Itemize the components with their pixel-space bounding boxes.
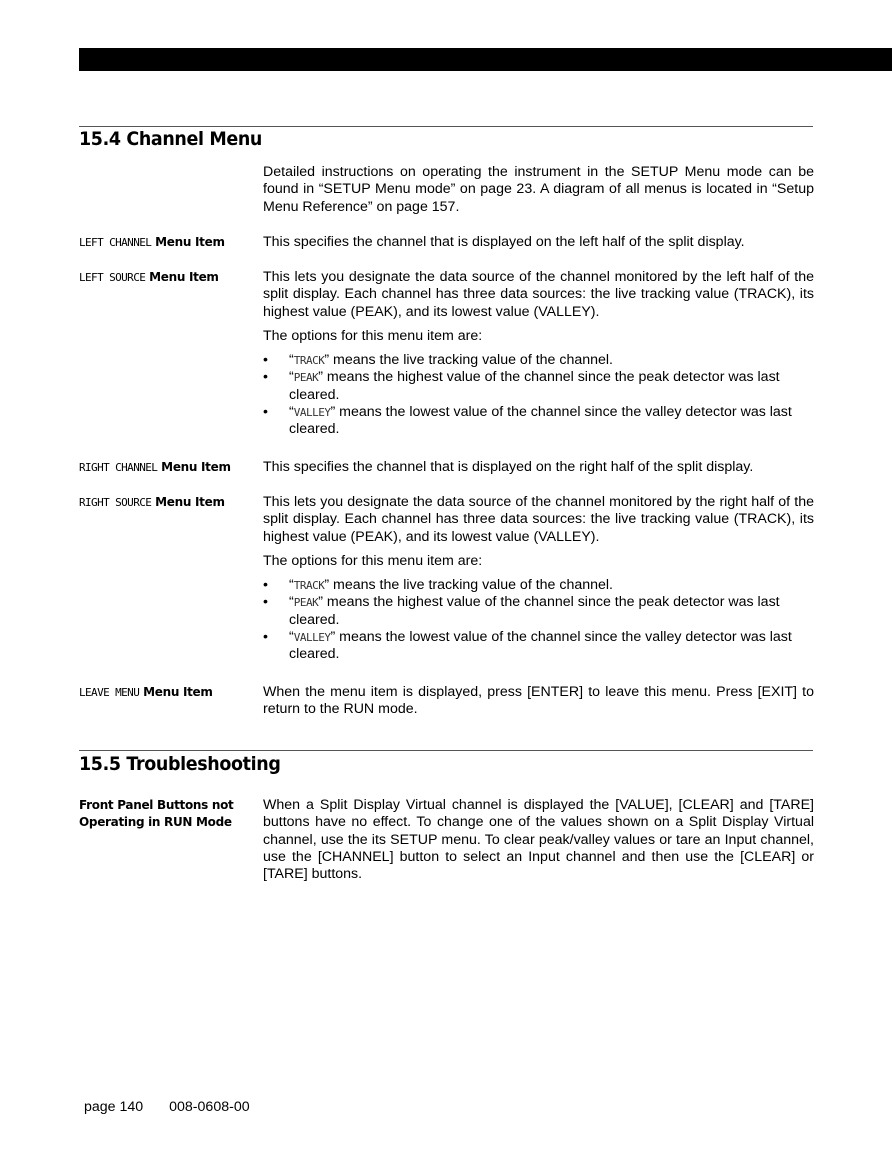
option-keyword: VALLEY: [293, 406, 331, 420]
menu-keyword: RIGHT SOURCE: [79, 496, 152, 509]
bullet: •: [263, 369, 268, 386]
left-channel-label: [79, 234, 259, 251]
troubleshooting-content: [263, 797, 814, 890]
menu-keyword: LEFT SOURCE: [79, 271, 146, 284]
left-channel-content: [263, 234, 814, 258]
menu-item-suffix: Menu Item: [139, 685, 213, 699]
right-source-label: [79, 494, 259, 511]
troubleshooting-description: When a Split Display Virtual channel is displayed the [VALUE], [CLEAR] and [TARE] buttons have no effect. To change one of the values shown on a Split Display Virtual channel, use the its SETUP menu. To clear peak/valley values or tare an Input channel, use the [CHANNEL] button to select an Input channel and then use the [CLEAR] or [TARE] buttons.: [263, 797, 814, 883]
left-source-description: This lets you designate the data source of the channel monitored by the left half of the split display. Each channel has three data sources: the live tracking value (TRACK), its highest value (PEAK), and its lowest value (VALLEY).: [263, 269, 814, 320]
options-intro: The options for this menu item are:: [263, 552, 483, 569]
menu-keyword: RIGHT CHANNEL: [79, 461, 158, 474]
intro-paragraph: Detailed instructions on operating the instrument in the SETUP Menu mode can be found in “SETUP Menu mode” on page 23. A diagram of all menus is located in “Setup Menu Reference” on page 157.: [263, 164, 814, 215]
section-title: 15.5 Troubleshooting: [79, 753, 281, 775]
page-footer: [84, 1099, 272, 1115]
option-keyword: VALLEY: [293, 631, 331, 645]
option-keyword: PEAK: [293, 596, 319, 610]
bullet: •: [263, 577, 268, 594]
header-bar: [79, 48, 892, 71]
label-line: Operating in RUN Mode: [79, 815, 232, 829]
left-channel-description: This specifies the channel that is displayed on the left half of the split display.: [263, 234, 745, 250]
troubleshooting-label: [79, 797, 259, 831]
option-text: ” means the lowest value of the channel since the valley detector was last cleared.: [289, 404, 792, 438]
leave-menu-description: When the menu item is displayed, press [ENTER] to leave this menu. Press [EXIT] to return to the RUN mode.: [263, 684, 814, 718]
open-quote: “: [289, 594, 294, 611]
option-text: ” means the live tracking value of the channel.: [324, 352, 614, 369]
list-item: [263, 369, 814, 404]
list-item: [263, 594, 814, 629]
list-item: [263, 352, 814, 369]
bullet: •: [263, 352, 268, 369]
option-text: ” means the highest value of the channel since the peak detector was last cleared.: [289, 594, 780, 628]
open-quote: “: [289, 352, 294, 369]
section-rule: [79, 126, 813, 127]
list-item: [263, 629, 814, 664]
open-quote: “: [289, 404, 294, 421]
bullet: •: [263, 629, 268, 646]
right-channel-label: [79, 459, 259, 476]
option-text: ” means the lowest value of the channel since the valley detector was last cleared.: [289, 629, 792, 663]
section-rule: [79, 750, 813, 751]
section-title: 15.4 Channel Menu: [79, 128, 262, 150]
label-line: Front Panel Buttons not: [79, 798, 234, 812]
open-quote: “: [289, 369, 294, 386]
options-intro: The options for this menu item are:: [263, 327, 483, 344]
right-channel-description: This specifies the channel that is displayed on the right half of the split display.: [263, 459, 754, 475]
option-keyword: TRACK: [293, 579, 325, 593]
option-text: ” means the live tracking value of the channel.: [324, 577, 614, 594]
bullet: •: [263, 594, 268, 611]
menu-item-suffix: Menu Item: [151, 495, 225, 509]
bullet: •: [263, 404, 268, 421]
menu-keyword: LEFT CHANNEL: [79, 236, 152, 249]
open-quote: “: [289, 577, 294, 594]
right-channel-content: [263, 459, 814, 483]
leave-menu-label: [79, 684, 259, 701]
left-source-label: [79, 269, 259, 286]
right-source-description: This lets you designate the data source of the channel monitored by the right half of the split display. Each channel has three data sources: the live tracking value (TRACK), its highest value (PEAK), and its lowest value (VALLEY).: [263, 494, 814, 545]
leave-menu-content: [263, 684, 814, 726]
option-text: ” means the highest value of the channel since the peak detector was last cleared.: [289, 369, 780, 403]
left-source-content: [263, 269, 814, 439]
list-item: [263, 577, 814, 594]
right-source-content: [263, 494, 814, 664]
intro-text: [263, 164, 814, 223]
menu-item-suffix: Menu Item: [145, 270, 219, 284]
open-quote: “: [289, 629, 294, 646]
document-number: 008-0608-00: [169, 1099, 250, 1115]
options-list: [263, 352, 814, 438]
option-keyword: TRACK: [293, 354, 325, 368]
page-number: page 140: [84, 1099, 144, 1115]
menu-keyword: LEAVE MENU: [79, 686, 140, 699]
list-item: [263, 404, 814, 439]
options-list: [263, 577, 814, 663]
menu-item-suffix: Menu Item: [151, 235, 225, 249]
option-keyword: PEAK: [293, 371, 319, 385]
menu-item-suffix: Menu Item: [157, 460, 231, 474]
